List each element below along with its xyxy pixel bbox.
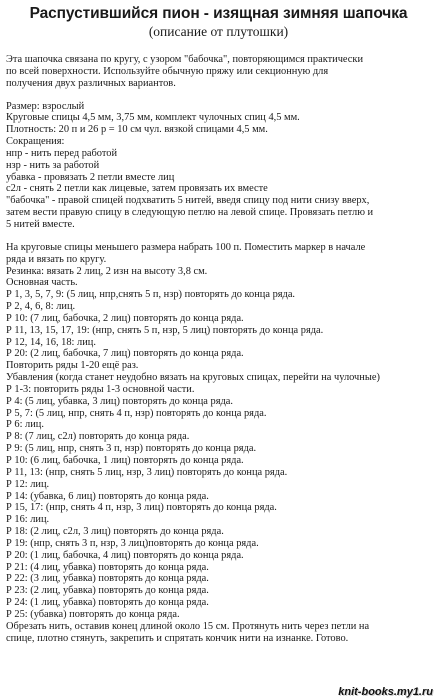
text-line: ряда и вязать по кругу.	[6, 253, 107, 265]
text-line: Р 12: лиц.	[6, 478, 50, 490]
text-line: затем вести правую спицу в следующую петлю на левой спице. Провязать петлю и	[6, 207, 374, 219]
text-line: Плотность: 20 п и 26 р = 10 см чул. вязкой спицами 4,5 мм.	[6, 124, 268, 136]
text-line: Основная часть.	[6, 277, 78, 289]
text-line: Размер: взрослый	[6, 100, 85, 112]
text-line: Р 8: (7 лиц, с2л) повторять до конца ряда.	[6, 431, 190, 443]
text-line: Р 11, 13, 15, 17, 19: (нпр, снять 5 п, нзр, 5 лиц) повторять до конца ряда.	[6, 324, 324, 336]
instructions-section	[6, 242, 433, 645]
text-line: Обрезать нить, оставив конец длиной около 15 см. Протянуть нить через петли на	[6, 620, 370, 632]
text-line: Резинка: вязать 2 лиц, 2 изн на высоту 3,8 см.	[6, 265, 208, 277]
specs-section	[6, 101, 433, 231]
text-line: по всей поверхности. Используйте обычную пряжу или секционную для	[6, 65, 329, 77]
text-line: Повторить ряды 1-20 ещё раз.	[6, 360, 139, 372]
text-line: "бабочка" - правой спицей подхватить 5 нитей, введя спицу под нити снизу вверх,	[6, 195, 370, 207]
site-watermark: knit-books.my1.ru	[338, 686, 433, 698]
text-line: Р 10: (7 лиц, бабочка, 2 лиц) повторять до конца ряда.	[6, 312, 244, 324]
text-line: убавка - провязать 2 петли вместе лиц	[6, 171, 175, 183]
text-line: Р 25: (убавка) повторять до конца ряда.	[6, 608, 180, 620]
text-line: 5 нитей вместе.	[6, 218, 75, 230]
text-line: Сокращения:	[6, 136, 65, 148]
text-line: Р 5, 7: (5 лиц, нпр, снять 4 п, нзр) повторять до конца ряда.	[6, 407, 267, 419]
text-line: Р 11, 13: (нпр, снять 5 лиц, нзр, 3 лиц) повторять до конца ряда.	[6, 466, 288, 478]
text-line: Р 9: (5 лиц, нпр, снять 3 п, нзр) повторять до конца ряда.	[6, 443, 257, 455]
text-line: спице, плотно стянуть, закрепить и спрятать кончик нити на изнанке. Готово.	[6, 632, 349, 644]
text-line: Р 21: (4 лиц, убавка) повторять до конца ряда.	[6, 561, 209, 573]
text-line: Р 23: (2 лиц, убавка) повторять до конца ряда.	[6, 585, 209, 597]
pattern-text	[0, 54, 437, 645]
text-line: получения двух различных вариантов.	[6, 77, 176, 89]
text-line: Р 1, 3, 5, 7, 9: (5 лиц, нпр,снять 5 п, нзр) повторять до конца ряда.	[6, 289, 296, 301]
intro-paragraph	[6, 54, 433, 90]
text-line: Р 6: лиц.	[6, 419, 44, 431]
text-line: Р 4: (5 лиц, убавка, 3 лиц) повторять до конца ряда.	[6, 395, 233, 407]
text-line: Р 10: (6 лиц, бабочка, 1 лиц) повторять до конца ряда.	[6, 455, 244, 466]
page-title: Распустившийся пион - изящная зимняя шапочка	[29, 5, 408, 22]
text-line: нзр - нить за работой	[6, 159, 100, 171]
text-line: Р 1-3: повторить ряды 1-3 основной части.	[6, 383, 195, 395]
text-line: нпр - нить перед работой	[6, 147, 118, 159]
text-line: Круговые спицы 4,5 мм, 3,75 мм, комплект чулочных спиц 4,5 мм.	[6, 112, 300, 124]
text-line: Р 15, 17: (нпр, снять 4 п, нзр, 3 лиц) повторять до конца ряда.	[6, 502, 277, 514]
text-line: Р 18: (2 лиц, с2л, 3 лиц) повторять до конца ряда.	[6, 526, 224, 538]
text-line: Р 24: (1 лиц, убавка) повторять до конца ряда.	[6, 597, 209, 609]
text-line: Р 22: (3 лиц, убавка) повторять до конца ряда.	[6, 573, 209, 585]
text-line: Р 2, 4, 6, 8: лиц.	[6, 301, 76, 313]
text-line: Р 19: (нпр, снять 3 п, нзр, 3 лиц)повторять до конца ряда.	[6, 537, 259, 549]
text-line: Р 20: (1 лиц, бабочка, 4 лиц) повторять до конца ряда.	[6, 549, 244, 561]
text-line: Р 14: (убавка, 6 лиц) повторять до конца ряда.	[6, 490, 209, 502]
text-line: с2л - снять 2 петли как лицевые, затем провязать их вместе	[6, 183, 268, 195]
page-subtitle: (описание от плутошки)	[148, 24, 289, 39]
text-line: Убавления (когда станет неудобно вязать на круговых спицах, перейти на чулочные)	[6, 372, 380, 384]
text-line: Эта шапочка связана по кругу, с узором "бабочка", повторяющимся практически	[6, 54, 364, 65]
text-line: На круговые спицы меньшего размера набрать 100 п. Поместить маркер в начале	[6, 241, 366, 253]
text-line: Р 12, 14, 16, 18: лиц.	[6, 336, 96, 348]
text-line: Р 20: (2 лиц, бабочка, 7 лиц) повторять до конца ряда.	[6, 348, 244, 360]
text-line: Р 16: лиц.	[6, 514, 50, 526]
